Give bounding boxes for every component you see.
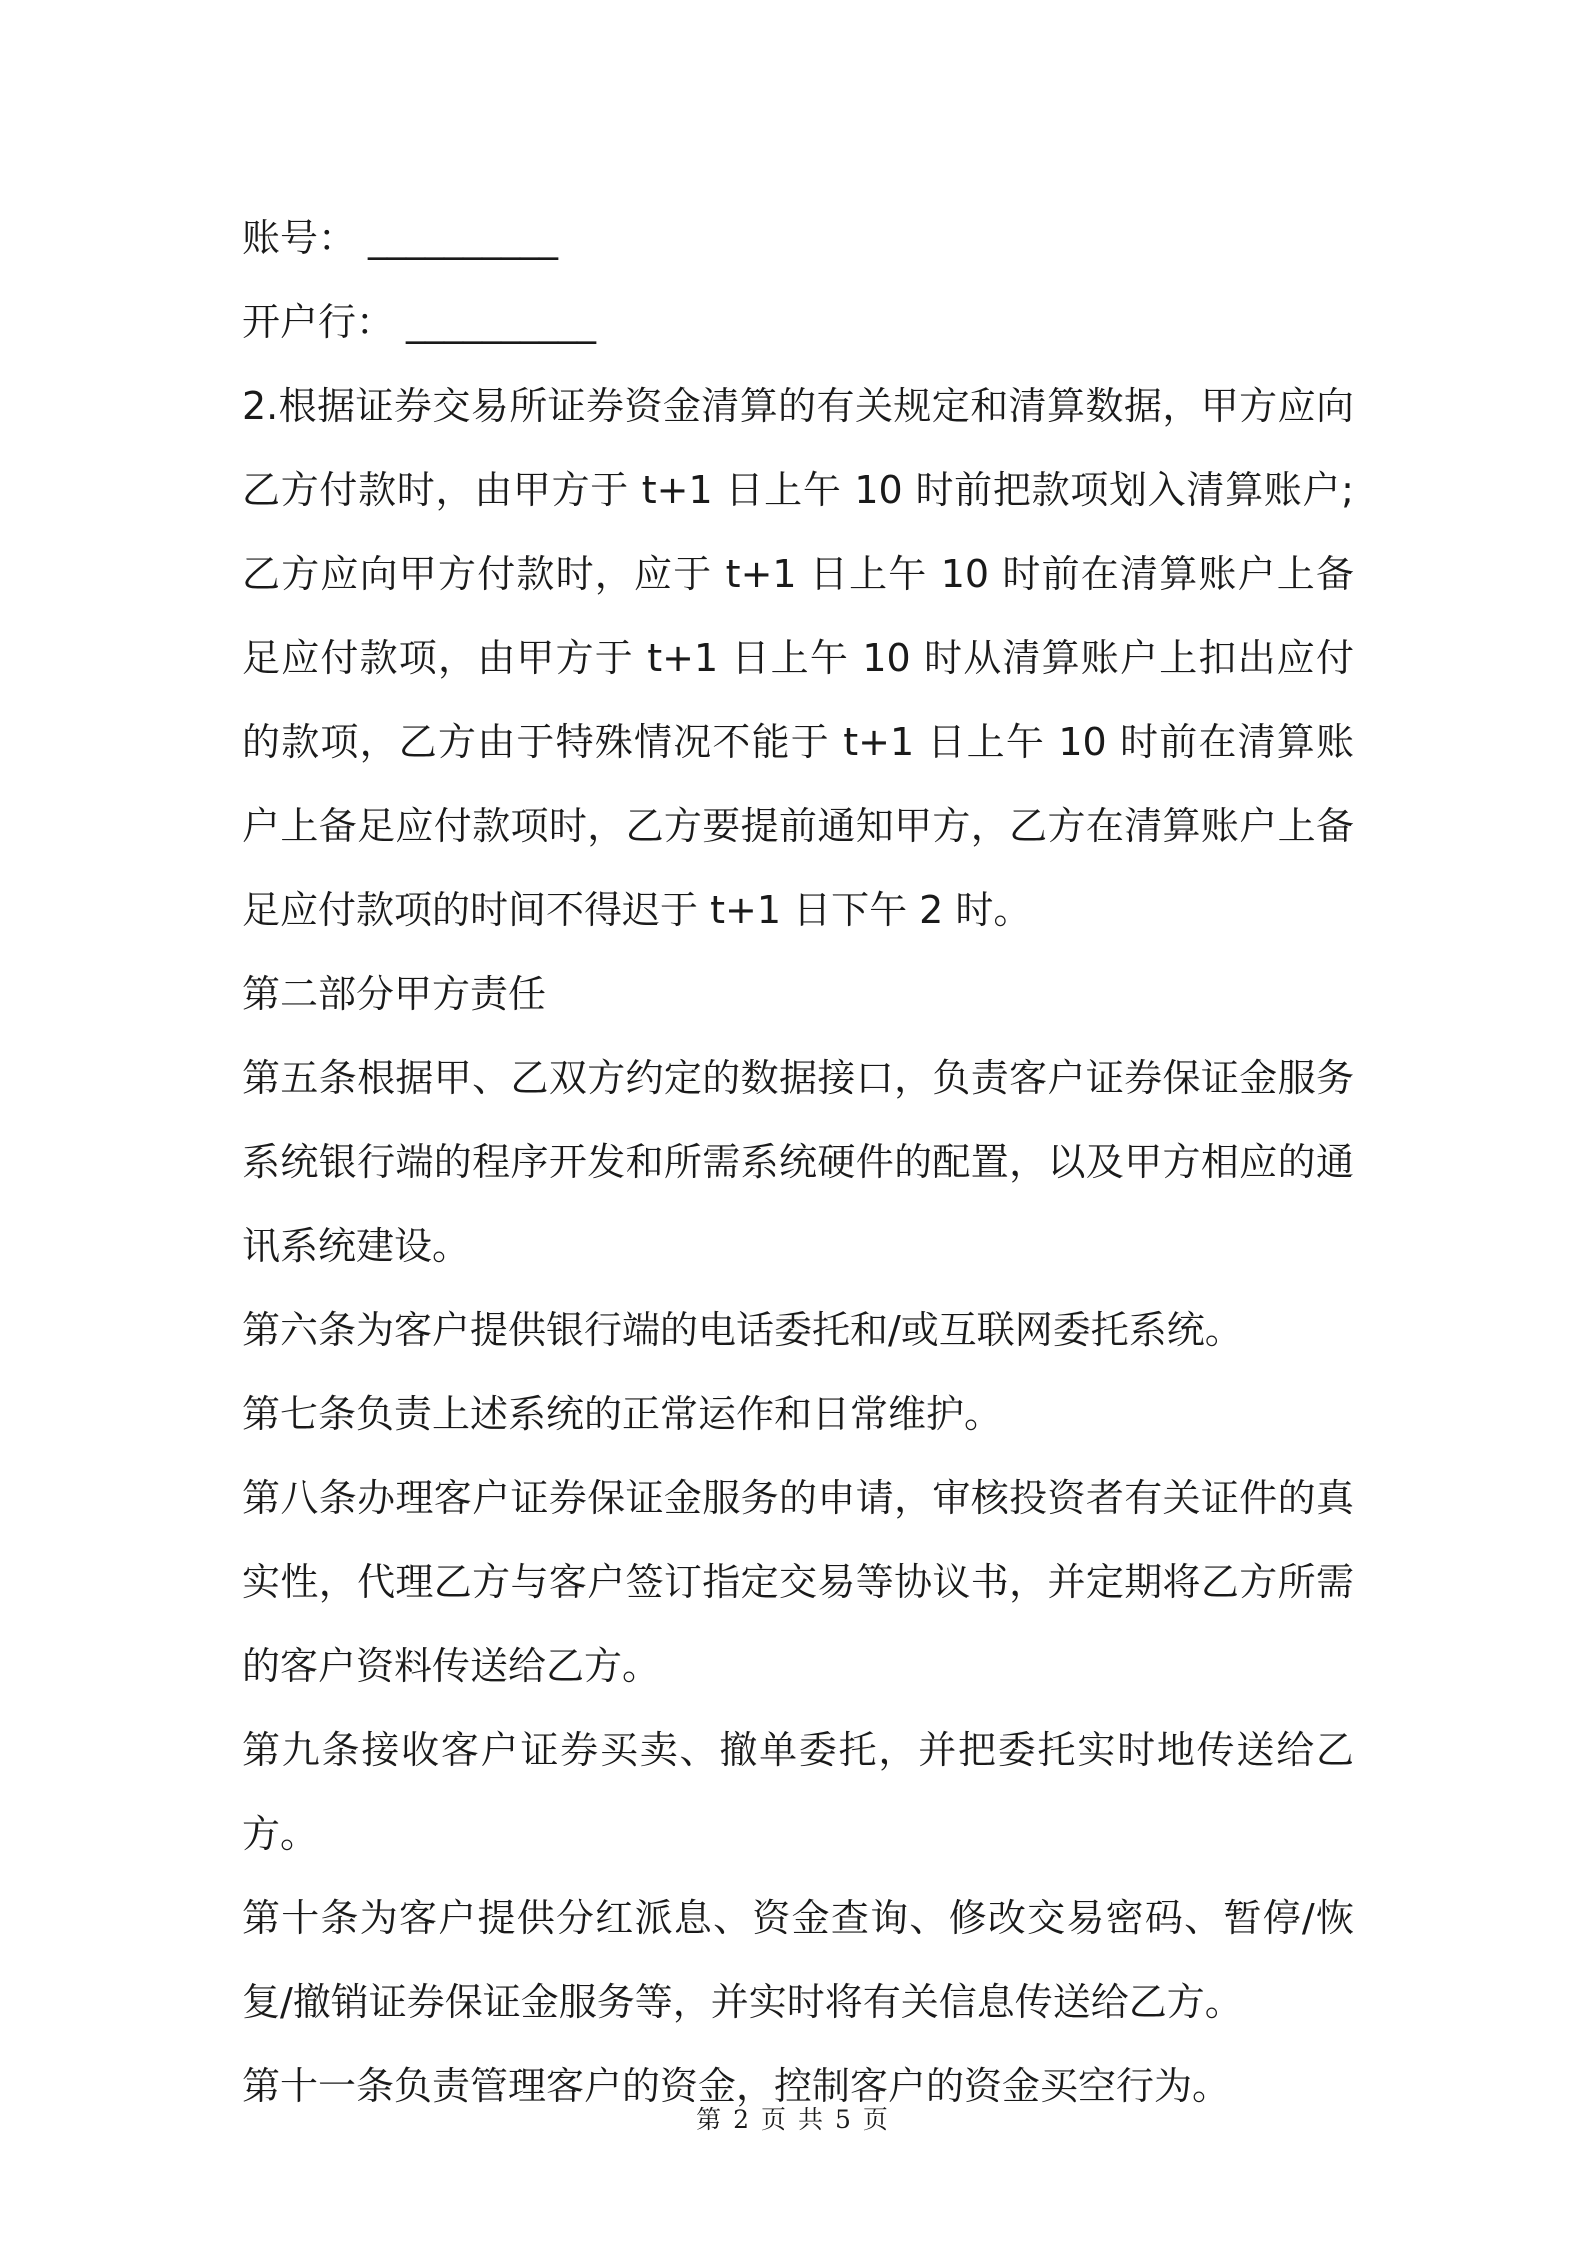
- article-7: 第七条负责上述系统的正常运作和日常维护。: [242, 1392, 1003, 1436]
- article-10: 第十条为客户提供分红派息、资金查询、修改交易密码、暂停/恢复/撤销证券保证金服务等，并实时将有关信息传送给乙方。: [242, 1896, 1354, 2024]
- account-blank: __________: [368, 216, 559, 260]
- footer-suffix: 页: [862, 2105, 890, 2134]
- page-footer: [0, 2100, 1586, 2136]
- bank-label: 开户行：: [242, 300, 395, 344]
- account-line: [242, 196, 1354, 280]
- footer-page-number: 2: [733, 2105, 752, 2134]
- article-11: 第十一条负责管理客户的资金，控制客户的资金买空行为。: [242, 2064, 1231, 2108]
- article-6: 第六条为客户提供银行端的电话委托和/或互联网委托系统。: [242, 1308, 1243, 1352]
- section-heading: 第二部分甲方责任: [242, 972, 547, 1016]
- account-label: 账号：: [242, 216, 357, 260]
- clearing-paragraph: 2.根据证券交易所证券资金清算的有关规定和清算数据，甲方应向乙方付款时，由甲方于 t+1 日上午 10 时前把款项划入清算账户;乙方应向甲方付款时，应于 t+1 日上午 10 时前在清算账户上备足应付款项，由甲方于 t+1 日上午 10 时从清算账户上扣出应付的款项，乙方由于特殊情况不能于 t+1 日上午 10 时前在清算账户上备足应付款项时，乙方要提前通知甲方，乙方在清算账户上备足应付款项的时间不得迟于 t+1 日下午 2 时。: [242, 384, 1354, 932]
- footer-middle: 页 共: [761, 2105, 825, 2134]
- document-body: [242, 196, 1354, 2128]
- article-5: 第五条根据甲、乙双方约定的数据接口，负责客户证券保证金服务系统银行端的程序开发和所需系统硬件的配置，以及甲方相应的通讯系统建设。: [242, 1056, 1354, 1268]
- footer-total-pages: 5: [834, 2105, 853, 2134]
- bank-blank: __________: [406, 300, 597, 344]
- footer-prefix: 第: [696, 2105, 724, 2134]
- bank-line: [242, 280, 1354, 364]
- article-8: 第八条办理客户证券保证金服务的申请，审核投资者有关证件的真实性，代理乙方与客户签订指定交易等协议书，并定期将乙方所需的客户资料传送给乙方。: [242, 1476, 1354, 1688]
- article-9: 第九条接收客户证券买卖、撤单委托，并把委托实时地传送给乙方。: [242, 1728, 1354, 1856]
